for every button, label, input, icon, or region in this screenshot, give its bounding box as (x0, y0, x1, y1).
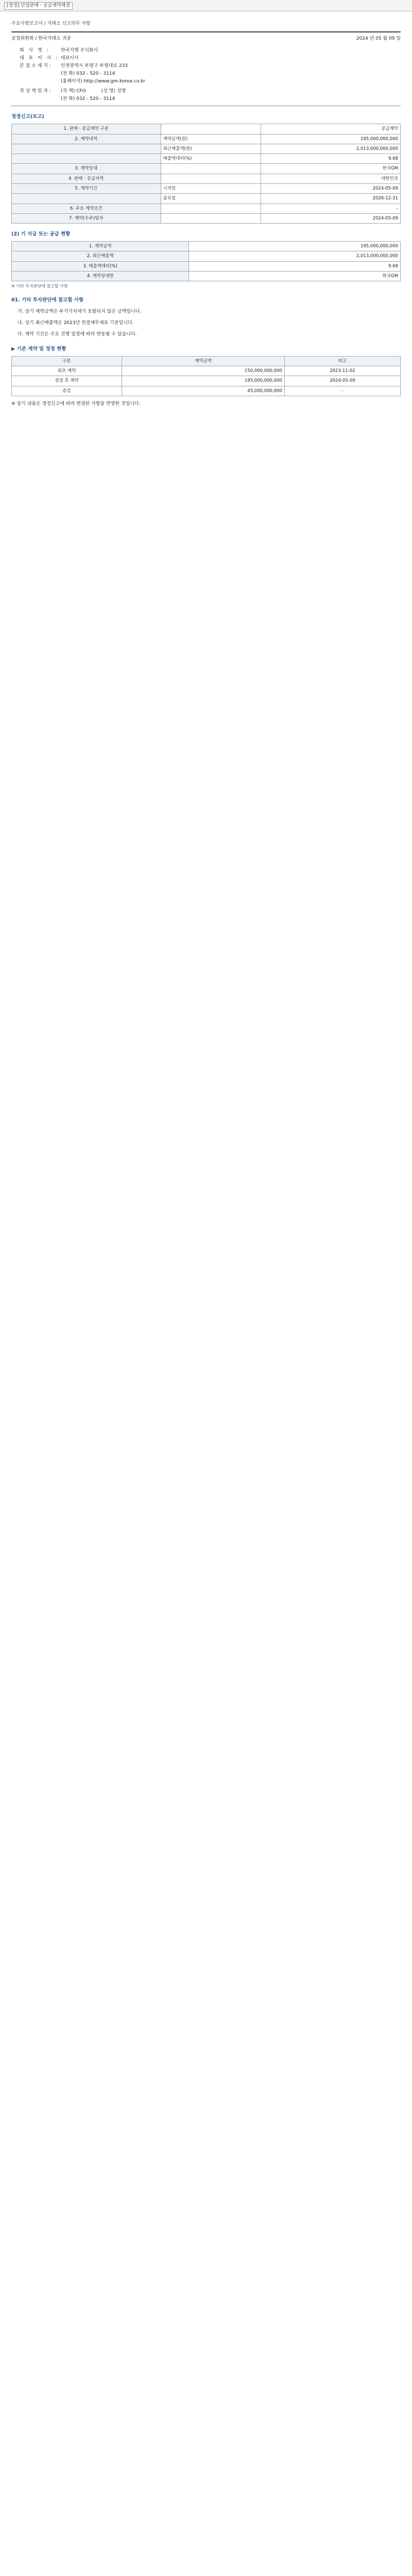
row-value: 한국GM (261, 164, 401, 174)
row-sublabel (161, 174, 261, 183)
row-value: 2024-05-09 (261, 214, 401, 224)
row-value: 195,000,000,000 (261, 134, 401, 144)
row-sublabel (161, 164, 261, 174)
tel: (전 화) 032 - 520 - 3114 (61, 71, 115, 77)
detail-para-1: 가. 상기 계약금액은 부가가치세가 포함되지 않은 금액입니다. (18, 309, 142, 314)
document-tag: [정정] 단일판매ㆍ공급계약체결 (4, 2, 73, 10)
row-label: 2. 최근매출액 (12, 251, 189, 261)
section-title-3: 01. 기타 투자판단에 참고할 사항 (11, 297, 84, 303)
writer-title: (직 책) CFO (61, 89, 86, 94)
contract-table (11, 124, 401, 224)
table-row (12, 386, 401, 396)
table-row (12, 184, 401, 194)
section-title-1: 정정신고(보고) (11, 114, 44, 120)
table-row (12, 376, 401, 386)
footnote: ※ 상기 내용은 정정신고에 따라 변경된 사항을 반영한 것입니다. (11, 401, 141, 406)
section-title-2: (2) 기 지급 또는 공급 현황 (11, 231, 71, 238)
table-row (12, 261, 401, 271)
addr-label: 본 점 소 재 지 : (20, 63, 51, 69)
row-label: 3. 매출액대비(%) (12, 261, 189, 271)
table-cell: - (284, 386, 400, 396)
row-value: 공급계약 (261, 124, 401, 134)
company-info (20, 47, 401, 103)
row-sublabel: 계약금액(원) (161, 134, 261, 144)
corp-name-label: 회 사 명 : (20, 48, 50, 54)
row-value: 2,013,000,000,000 (189, 251, 401, 261)
row-value: 2024-05-09 (261, 184, 401, 194)
row-sublabel (161, 204, 261, 213)
table-row (12, 124, 401, 134)
remaining-content (11, 412, 401, 1648)
column-header: 비고 (284, 356, 400, 366)
row-value: 2,013,000,000,000 (261, 144, 401, 154)
row-label: 5. 계약기간 (12, 184, 161, 194)
table-row (12, 204, 401, 213)
report-header (11, 36, 401, 42)
table-cell: 45,000,000,000 (122, 386, 284, 396)
row-label (12, 144, 161, 154)
row-sublabel (161, 214, 261, 224)
status-table (11, 241, 401, 281)
detail-para-2: 나. 상기 최근매출액은 2023년 연결재무제표 기준입니다. (18, 320, 134, 326)
homepage: (홈페이지) http://www.gm-korea.co.kr (61, 79, 145, 84)
rep-label: 대 표 이 사 : (20, 56, 59, 61)
table-row (12, 194, 401, 204)
table-cell: 2024-05-09 (284, 376, 400, 386)
table-cell: 증감 (12, 386, 122, 396)
row-value: 195,000,000,000 (189, 242, 401, 251)
writer-tel: (전 화) 032 - 520 - 3114 (61, 96, 115, 102)
row-value: 9.68 (189, 261, 401, 271)
table-row (12, 251, 401, 261)
addr: 인천광역시 부평구 부평대로 233 (61, 63, 128, 69)
row-sublabel: 시작일 (161, 184, 261, 194)
detail-para-3: 다. 계약 기간은 주요 진행 일정에 따라 변동될 수 있습니다. (18, 332, 137, 337)
writer-name: (성 명) 성명 (101, 89, 126, 94)
rep-name: 대표이사 (61, 56, 79, 61)
report-recipient: 공정위원회 / 한국거래소 귀중 (11, 36, 71, 42)
notice-text: 주요사항보고서 / 거래소 신고의무 사항 (11, 21, 91, 26)
table-cell: 최초 계약 (12, 366, 122, 376)
row-label: 3. 계약상대 (12, 164, 161, 174)
row-label: 4. 계약상대방 (12, 272, 189, 281)
table-cell: 195,000,000,000 (122, 376, 284, 386)
table-row (12, 242, 401, 251)
table-row (12, 134, 401, 144)
row-label: 1. 계약금액 (12, 242, 189, 251)
status-note: ※ 기타 투자판단에 참고할 사항 (11, 284, 68, 289)
header-rule (11, 31, 401, 32)
column-header: 구분 (12, 356, 122, 366)
row-sublabel: 최근매출액(원) (161, 144, 261, 154)
row-sublabel: 종료일 (161, 194, 261, 204)
row-value: - (261, 204, 401, 213)
corp-name: 한국지엠 주식회사 (61, 48, 98, 54)
table-row (12, 144, 401, 154)
document-topbar (0, 0, 412, 11)
row-sublabel (161, 124, 261, 134)
table-cell: 2023-11-02 (284, 366, 400, 376)
row-value: 2026-12-31 (261, 194, 401, 204)
table-title: ▶ 기존 계약 및 정정 현황 (11, 346, 66, 352)
table-cell: 150,000,000,000 (122, 366, 284, 376)
column-header: 계약금액 (122, 356, 284, 366)
report-date: 2024 년 05 월 09 일 (356, 36, 401, 42)
row-value: 대한민국 (261, 174, 401, 183)
history-table (11, 356, 401, 396)
row-label: 2. 계약내역 (12, 134, 161, 144)
table-row (12, 272, 401, 281)
row-label (12, 194, 161, 204)
table-row (12, 154, 401, 164)
row-label: 6. 주요 계약조건 (12, 204, 161, 213)
document-body (0, 11, 412, 1648)
table-row (12, 214, 401, 224)
row-sublabel: 매출액대비(%) (161, 154, 261, 164)
table-cell: 정정 후 계약 (12, 376, 122, 386)
row-label (12, 154, 161, 164)
row-label: 7. 계약(수주)일자 (12, 214, 161, 224)
row-value: 9.68 (261, 154, 401, 164)
row-value: 한국GM (189, 272, 401, 281)
table-row (12, 164, 401, 174)
row-label: 1. 판매ㆍ공급계약 구분 (12, 124, 161, 134)
table-row (12, 366, 401, 376)
table-row (12, 174, 401, 183)
writer-label: 작 성 책 임 자 : (20, 89, 51, 94)
row-label: 4. 판매ㆍ공급지역 (12, 174, 161, 183)
